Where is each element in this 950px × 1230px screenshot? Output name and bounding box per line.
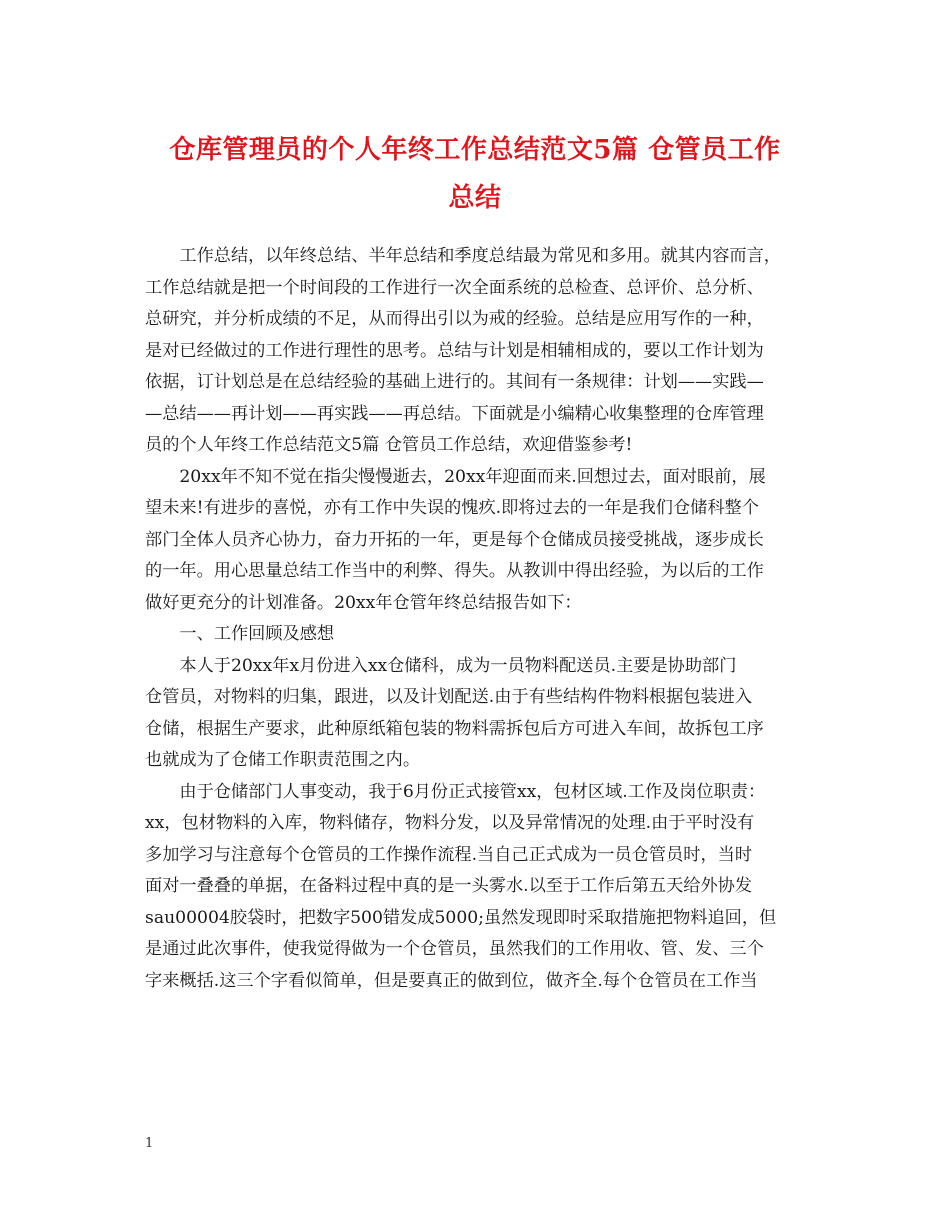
body-text-line: 工作总结就是把一个时间段的工作进行一次全面系统的总检查、总评价、总分析、 xyxy=(145,277,764,298)
page-number: 1 xyxy=(145,1136,154,1151)
body-text-line: sau00004胶袋时，把数字500错发成5000;虽然发现即时采取措施把物料追回，但 xyxy=(145,907,777,928)
body-text-line: 一、工作回顾及感想 xyxy=(145,624,335,644)
body-text-line: 由于仓储部门人事变动，我于6月份正式接管xx，包材区域.工作及岗位职责： xyxy=(145,781,766,802)
body-text-line: 员的个人年终工作总结范文5篇 仓管员工作总结，欢迎借鉴参考! xyxy=(145,435,633,455)
body-text-line: 字来概括.这三个字看似简单，但是要真正的做到位，做齐全.每个仓管员在工作当 xyxy=(145,970,758,991)
body-text-line: 本人于20xx年x月份进入xx仓储科，成为一员物料配送员.主要是协助部门 xyxy=(145,655,737,676)
body-text-line: 20xx年不知不觉在指尖慢慢逝去，20xx年迎面而来.回想过去，面对眼前，展 xyxy=(145,466,766,487)
body-text-line: xx，包材物料的入库，物料储存，物料分发，以及异常情况的处理.由于平时没有 xyxy=(145,813,755,833)
body-text-line: 也就成为了仓储工作职责范围之内。 xyxy=(145,750,421,770)
body-text-line: 仓管员，对物料的归集，跟进，以及计划配送.由于有些结构件物料根据包装进入 xyxy=(145,687,753,707)
body-text-line: 仓储，根据生产要求，此种原纸箱包装的物料需拆包后方可进入车间，故拆包工序 xyxy=(145,718,764,739)
body-text-line: 做好更充分的计划准备。20xx年仓管年终总结报告如下： xyxy=(145,592,582,613)
body-text-line: 多加学习与注意每个仓管员的工作操作流程.当自己正式成为一员仓管员时，当时 xyxy=(145,844,753,865)
body-text-line: 是通过此次事件，使我觉得做为一个仓管员，虽然我们的工作用收、管、发、三个 xyxy=(145,939,764,959)
body-text-line: 部门全体人员齐心协力，奋力开拓的一年，更是每个仓储成员接受挑战，逐步成长 xyxy=(145,529,764,550)
body-text-line: 依据，订计划总是在总结经验的基础上进行的。其间有一条规律：计划——实践— xyxy=(145,372,764,392)
title-line: 仓库管理员的个人年终工作总结范文5篇 仓管员工作 xyxy=(169,135,781,165)
body-text-line: 的一年。用心思量总结工作当中的利弊、得失。从教训中得出经验，为以后的工作 xyxy=(145,561,764,581)
document-title xyxy=(120,126,830,222)
body-text-line: 是对已经做过的工作进行理性的思考。总结与计划是相辅相成的，要以工作计划为 xyxy=(145,340,764,361)
body-text-line: 望未来!有进步的喜悦，亦有工作中失误的愧疚.即将过去的一年是我们仓储科整个 xyxy=(145,498,759,518)
body-text-line: —总结——再计划——再实践——再总结。下面就是小编精心收集整理的仓库管理 xyxy=(145,403,764,424)
body-text-line: 总研究，并分析成绩的不足，从而得出引以为戒的经验。总结是应用写作的一种， xyxy=(145,309,764,329)
body-text-line: 工作总结，以年终总结、半年总结和季度总结最为常见和多用。就其内容而言， xyxy=(145,246,781,266)
document-body xyxy=(145,241,810,997)
body-text-line: 面对一叠叠的单据，在备料过程中真的是一头雾水.以至于工作后第五天给外协发 xyxy=(145,876,753,896)
title-line: 总结 xyxy=(448,183,502,213)
